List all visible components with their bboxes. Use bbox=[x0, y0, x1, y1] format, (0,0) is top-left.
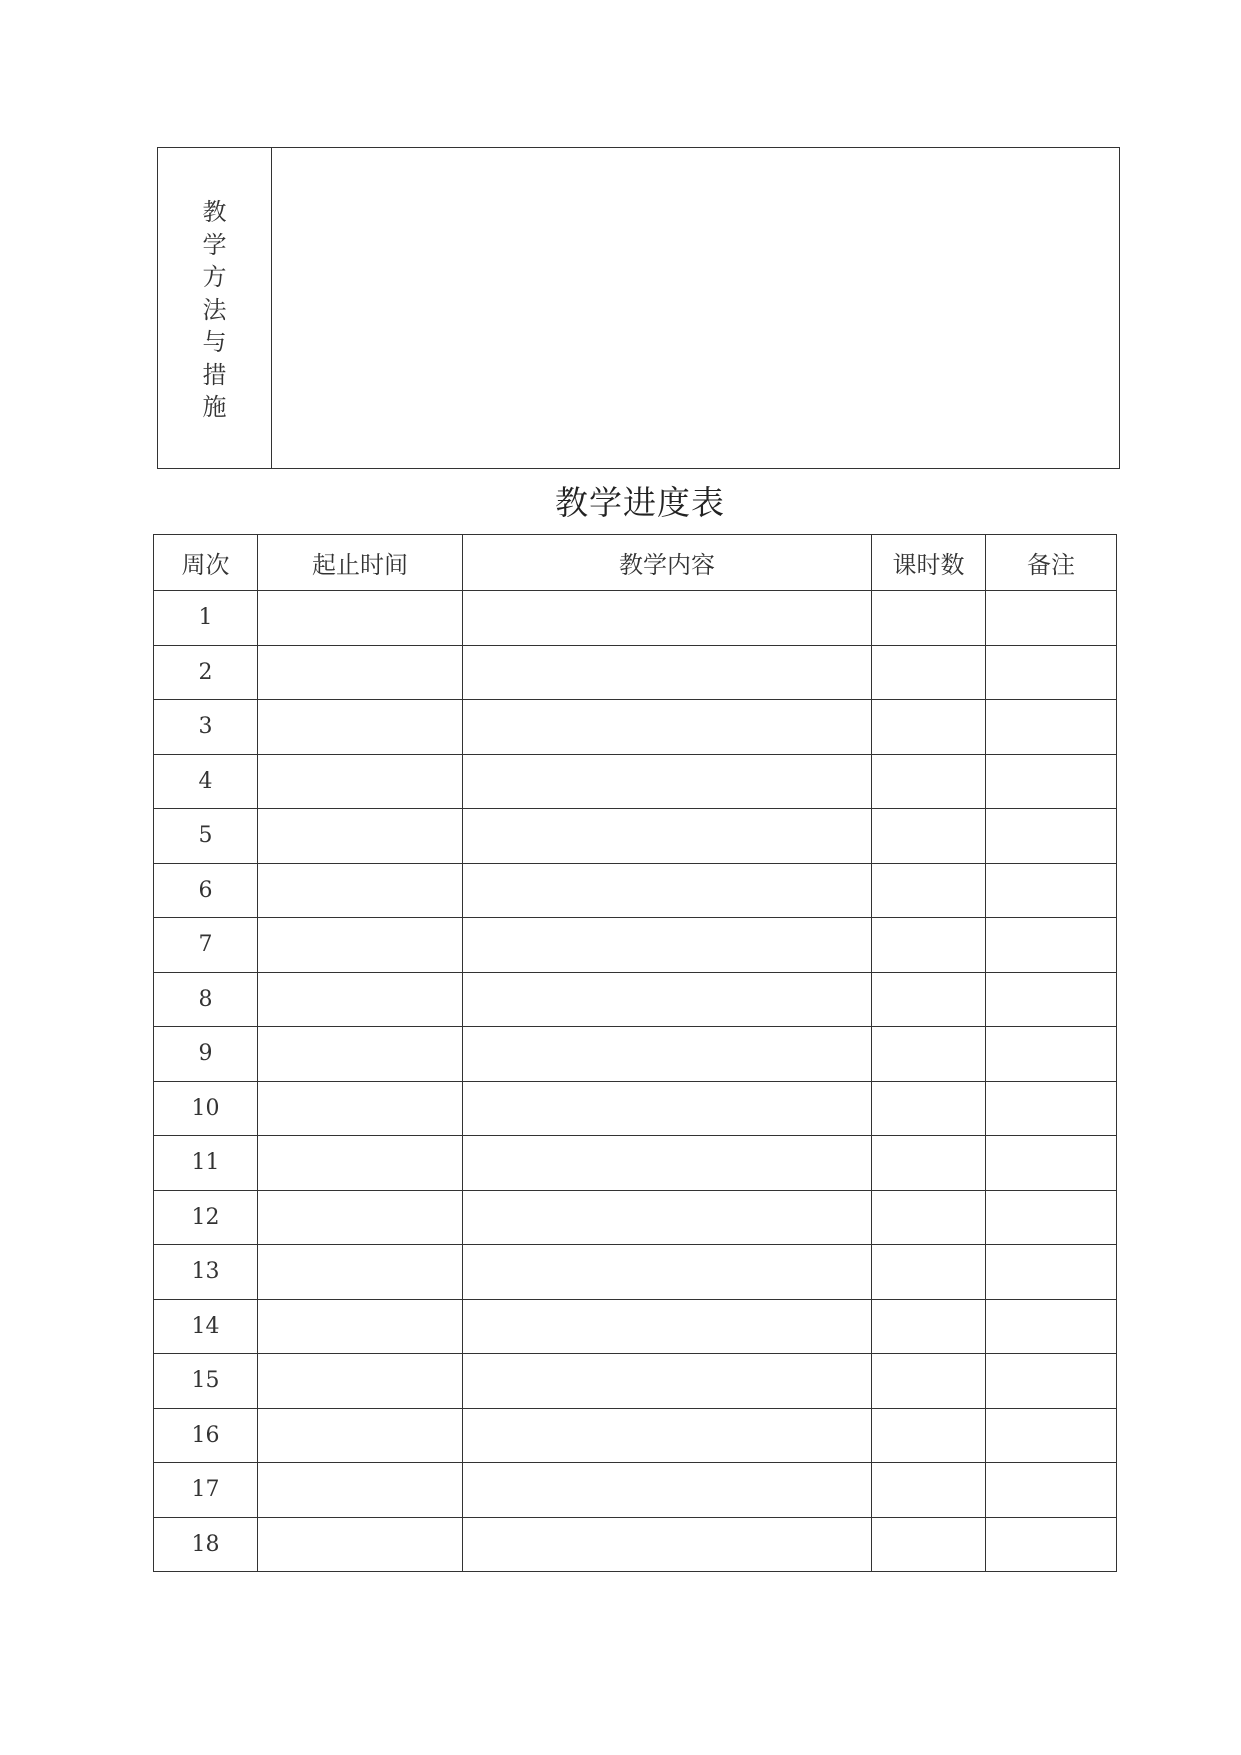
hours-cell bbox=[872, 1299, 986, 1354]
content-cell bbox=[463, 918, 872, 973]
time-range-cell bbox=[258, 754, 463, 809]
hours-cell bbox=[872, 1081, 986, 1136]
content-cell bbox=[463, 972, 872, 1027]
week-cell: 12 bbox=[154, 1190, 258, 1245]
header-hours: 课时数 bbox=[872, 535, 986, 591]
table-row bbox=[154, 700, 1117, 755]
content-cell bbox=[463, 1354, 872, 1409]
content-cell bbox=[463, 591, 872, 646]
table-row bbox=[154, 1463, 1117, 1518]
week-cell: 16 bbox=[154, 1408, 258, 1463]
label-char: 施 bbox=[202, 393, 227, 421]
notes-cell bbox=[986, 809, 1117, 864]
notes-cell bbox=[986, 863, 1117, 918]
time-range-cell bbox=[258, 1027, 463, 1082]
hours-cell bbox=[872, 1354, 986, 1409]
week-cell: 4 bbox=[154, 754, 258, 809]
hours-cell bbox=[872, 1027, 986, 1082]
teaching-methods-section bbox=[157, 147, 1120, 469]
content-cell bbox=[463, 754, 872, 809]
notes-cell bbox=[986, 645, 1117, 700]
week-cell: 13 bbox=[154, 1245, 258, 1300]
label-char: 教 bbox=[202, 198, 227, 226]
content-cell bbox=[463, 1408, 872, 1463]
content-cell bbox=[463, 1299, 872, 1354]
hours-cell bbox=[872, 1190, 986, 1245]
hours-cell bbox=[872, 1136, 986, 1191]
table-row bbox=[154, 1408, 1117, 1463]
time-range-cell bbox=[258, 1299, 463, 1354]
time-range-cell bbox=[258, 591, 463, 646]
notes-cell bbox=[986, 1463, 1117, 1518]
content-cell bbox=[463, 863, 872, 918]
notes-cell bbox=[986, 972, 1117, 1027]
content-cell bbox=[463, 700, 872, 755]
hours-cell bbox=[872, 700, 986, 755]
week-cell: 2 bbox=[154, 645, 258, 700]
time-range-cell bbox=[258, 863, 463, 918]
content-cell bbox=[463, 1517, 872, 1572]
time-range-cell bbox=[258, 1081, 463, 1136]
table-row bbox=[154, 809, 1117, 864]
table-row bbox=[154, 1027, 1117, 1082]
notes-cell bbox=[986, 591, 1117, 646]
table-row bbox=[154, 1517, 1117, 1572]
hours-cell bbox=[872, 972, 986, 1027]
notes-cell bbox=[986, 1299, 1117, 1354]
time-range-cell bbox=[258, 1190, 463, 1245]
notes-cell bbox=[986, 918, 1117, 973]
notes-cell bbox=[986, 1081, 1117, 1136]
notes-cell bbox=[986, 700, 1117, 755]
table-row bbox=[154, 645, 1117, 700]
hours-cell bbox=[872, 1517, 986, 1572]
week-cell: 17 bbox=[154, 1463, 258, 1518]
label-char: 措 bbox=[202, 360, 227, 389]
week-cell: 10 bbox=[154, 1081, 258, 1136]
notes-cell bbox=[986, 1136, 1117, 1191]
schedule-table bbox=[153, 534, 1117, 1572]
time-range-cell bbox=[258, 1245, 463, 1300]
table-row bbox=[154, 972, 1117, 1027]
teaching-methods-content bbox=[272, 148, 1119, 468]
label-char: 方 bbox=[202, 263, 227, 291]
week-cell: 7 bbox=[154, 918, 258, 973]
week-cell: 6 bbox=[154, 863, 258, 918]
header-time-range: 起止时间 bbox=[258, 535, 463, 591]
content-cell bbox=[463, 1081, 872, 1136]
hours-cell bbox=[872, 591, 986, 646]
schedule-title: 教学进度表 bbox=[555, 483, 725, 522]
time-range-cell bbox=[258, 700, 463, 755]
time-range-cell bbox=[258, 972, 463, 1027]
week-cell: 1 bbox=[154, 591, 258, 646]
label-char: 学 bbox=[202, 230, 227, 259]
time-range-cell bbox=[258, 1517, 463, 1572]
table-row bbox=[154, 1136, 1117, 1191]
notes-cell bbox=[986, 1354, 1117, 1409]
table-row bbox=[154, 754, 1117, 809]
table-row bbox=[154, 1190, 1117, 1245]
hours-cell bbox=[872, 918, 986, 973]
label-char: 与 bbox=[202, 328, 227, 356]
table-row bbox=[154, 1245, 1117, 1300]
content-cell bbox=[463, 1027, 872, 1082]
notes-cell bbox=[986, 1190, 1117, 1245]
table-row bbox=[154, 1299, 1117, 1354]
content-cell bbox=[463, 1245, 872, 1300]
table-row bbox=[154, 1081, 1117, 1136]
content-cell bbox=[463, 1136, 872, 1191]
week-cell: 5 bbox=[154, 809, 258, 864]
label-char: 法 bbox=[202, 295, 227, 324]
table-row bbox=[154, 918, 1117, 973]
header-week: 周次 bbox=[154, 535, 258, 591]
content-cell bbox=[463, 1190, 872, 1245]
week-cell: 14 bbox=[154, 1299, 258, 1354]
header-notes: 备注 bbox=[986, 535, 1117, 591]
notes-cell bbox=[986, 1027, 1117, 1082]
teaching-methods-label bbox=[203, 196, 227, 424]
table-row bbox=[154, 863, 1117, 918]
week-cell: 9 bbox=[154, 1027, 258, 1082]
content-cell bbox=[463, 645, 872, 700]
hours-cell bbox=[872, 1245, 986, 1300]
notes-cell bbox=[986, 1517, 1117, 1572]
hours-cell bbox=[872, 754, 986, 809]
table-row bbox=[154, 591, 1117, 646]
content-cell bbox=[463, 809, 872, 864]
notes-cell bbox=[986, 754, 1117, 809]
week-cell: 18 bbox=[154, 1517, 258, 1572]
time-range-cell bbox=[258, 1136, 463, 1191]
table-row bbox=[154, 1354, 1117, 1409]
teaching-methods-label-cell bbox=[158, 148, 272, 468]
hours-cell bbox=[872, 645, 986, 700]
hours-cell bbox=[872, 809, 986, 864]
time-range-cell bbox=[258, 1354, 463, 1409]
week-cell: 11 bbox=[154, 1136, 258, 1191]
hours-cell bbox=[872, 1408, 986, 1463]
week-cell: 8 bbox=[154, 972, 258, 1027]
time-range-cell bbox=[258, 1463, 463, 1518]
time-range-cell bbox=[258, 809, 463, 864]
content-cell bbox=[463, 1463, 872, 1518]
week-cell: 15 bbox=[154, 1354, 258, 1409]
week-cell: 3 bbox=[154, 700, 258, 755]
time-range-cell bbox=[258, 1408, 463, 1463]
header-row bbox=[154, 535, 1117, 591]
schedule-body bbox=[154, 591, 1117, 1572]
time-range-cell bbox=[258, 645, 463, 700]
notes-cell bbox=[986, 1245, 1117, 1300]
hours-cell bbox=[872, 863, 986, 918]
time-range-cell bbox=[258, 918, 463, 973]
header-content: 教学内容 bbox=[463, 535, 872, 591]
hours-cell bbox=[872, 1463, 986, 1518]
notes-cell bbox=[986, 1408, 1117, 1463]
